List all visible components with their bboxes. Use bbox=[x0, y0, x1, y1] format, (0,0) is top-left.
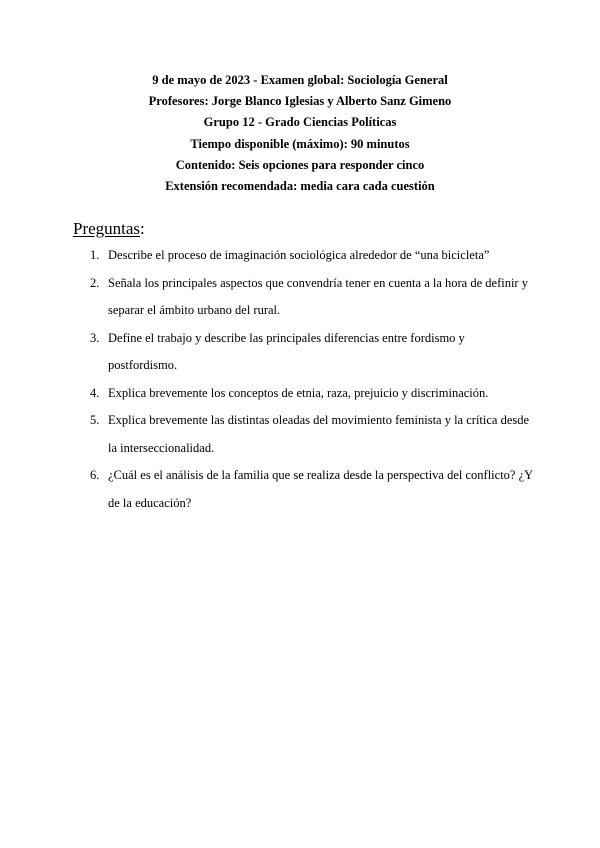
question-item-2 bbox=[0, 270, 600, 325]
question-text: ¿Cuál es el análisis de la familia que se realiza desde la perspectiva del conflicto? ¿Y de la educación? bbox=[108, 468, 533, 510]
exam-header bbox=[0, 70, 600, 197]
question-text: Señala los principales aspectos que convendría tener en cuenta a la hora de definir y separar el ámbito urbano del rural. bbox=[108, 275, 528, 317]
question-item-5 bbox=[0, 407, 600, 462]
question-text: Explica brevemente las distintas oleadas del movimiento feminista y la crítica desde la interseccionalidad. bbox=[108, 413, 530, 455]
question-item-3 bbox=[0, 325, 600, 380]
question-text: Define el trabajo y describe las principales diferencias entre fordismo y postfordismo. bbox=[108, 330, 465, 372]
section-title-text: Preguntas bbox=[73, 219, 141, 238]
question-number: 1. bbox=[90, 248, 100, 262]
question-item-1 bbox=[0, 242, 600, 270]
question-list bbox=[0, 242, 600, 517]
exam-time: Tiempo disponible (máximo): 90 minutos bbox=[190, 136, 410, 151]
exam-professors: Profesores: Jorge Blanco Iglesias y Alberto Sanz Gimeno bbox=[148, 94, 452, 109]
question-text: Explica brevemente los conceptos de etnia, raza, prejuicio y discriminación. bbox=[108, 385, 489, 400]
question-text: Describe el proceso de imaginación sociológica alrededor de “una bicicleta” bbox=[108, 248, 490, 262]
question-number: 6. bbox=[90, 468, 100, 482]
exam-content: Contenido: Seis opciones para responder cinco bbox=[175, 157, 425, 172]
question-item-6 bbox=[0, 462, 600, 517]
question-item-4 bbox=[0, 380, 600, 408]
section-title-colon: : bbox=[140, 219, 145, 238]
section-title bbox=[73, 218, 145, 240]
question-number: 3. bbox=[90, 330, 100, 345]
exam-length: Extensión recomendada: media cara cada cuestión bbox=[165, 179, 435, 194]
question-number: 2. bbox=[90, 275, 100, 290]
exam-date-title: 9 de mayo de 2023 - Examen global: Sociología General bbox=[152, 73, 448, 87]
question-number: 4. bbox=[90, 385, 100, 400]
question-number: 5. bbox=[90, 413, 100, 427]
exam-group: Grupo 12 - Grado Ciencias Políticas bbox=[203, 115, 397, 130]
